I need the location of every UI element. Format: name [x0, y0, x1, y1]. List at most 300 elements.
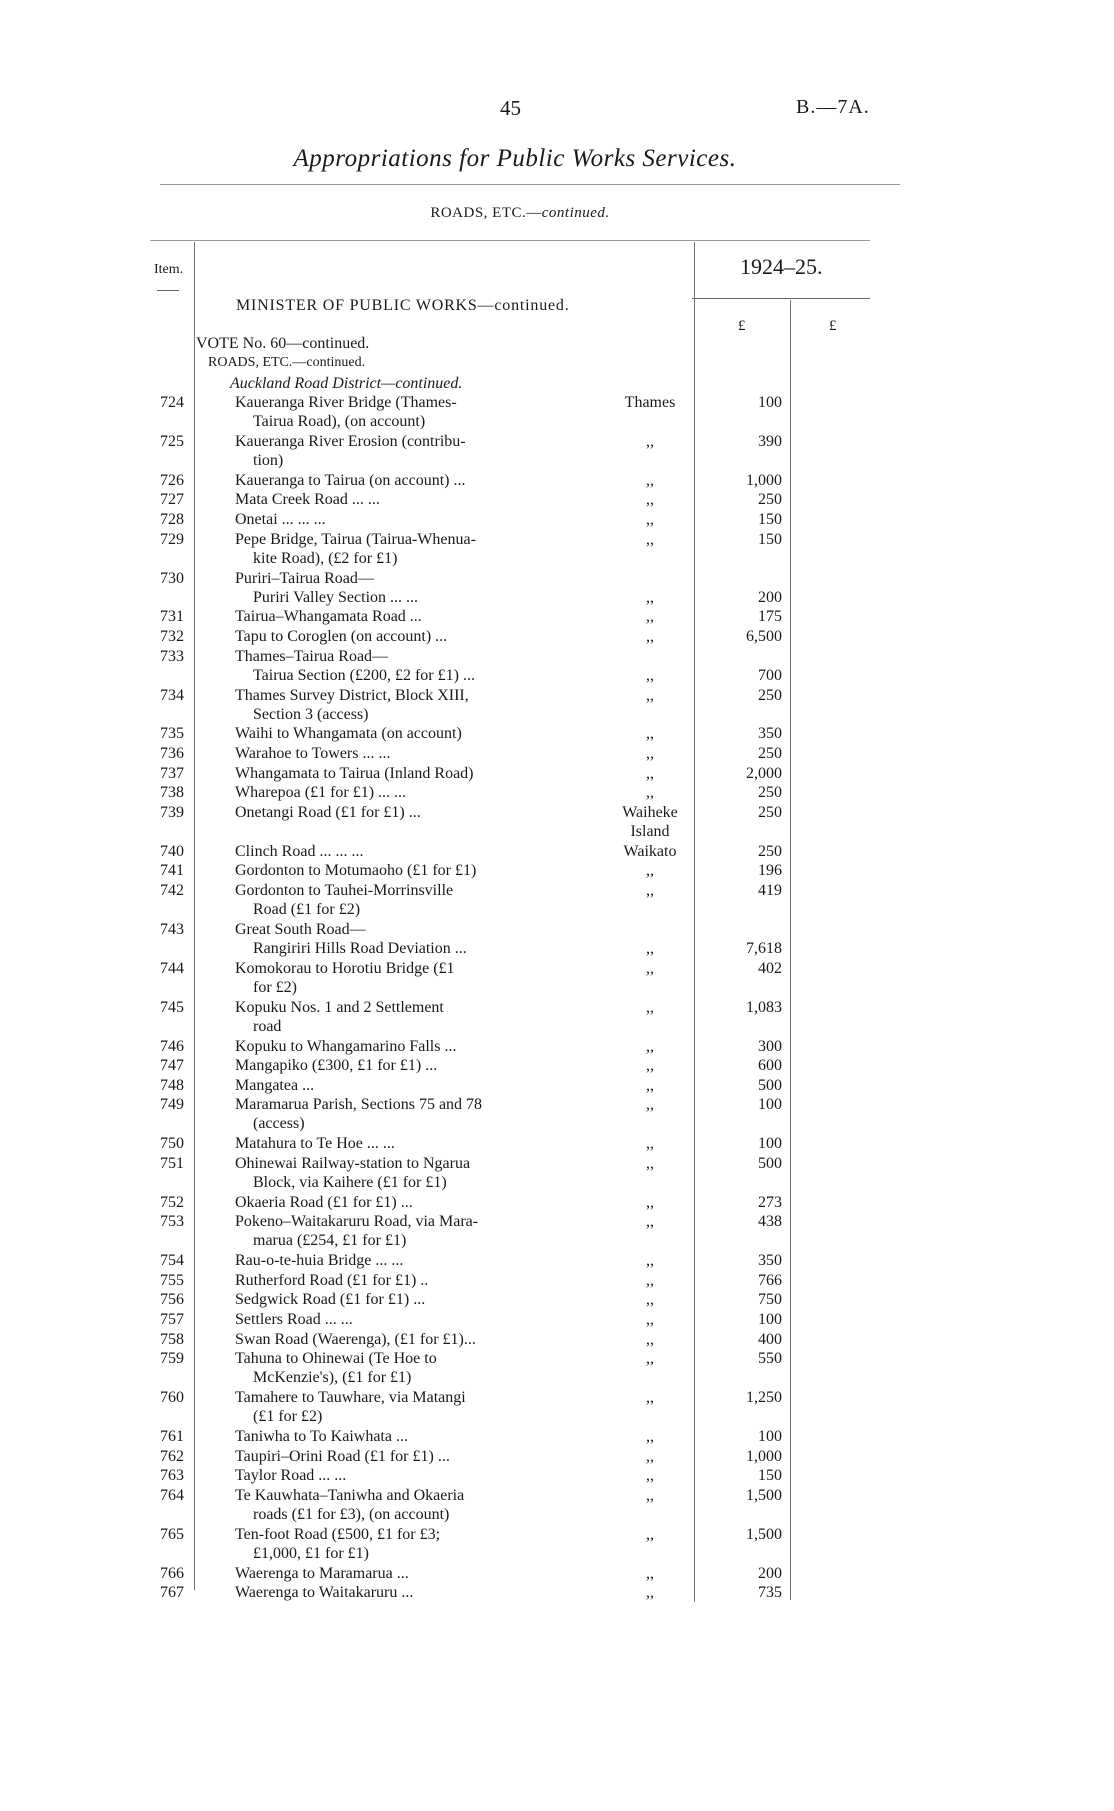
item-number: 747 [160, 1057, 184, 1075]
amount-value: 750 [758, 1291, 782, 1309]
amount-value: 250 [758, 842, 782, 860]
amount-value: 350 [758, 1252, 782, 1270]
description-line-1: Kaueranga River Bridge (Thames- [235, 394, 457, 411]
district-line-1: ,, [646, 784, 654, 802]
item-number: 764 [160, 1486, 184, 1504]
electoral-district [600, 939, 700, 958]
district-line-1: ,, [646, 1525, 654, 1543]
district-line-1: ,, [646, 1447, 654, 1465]
item-number: 754 [160, 1252, 184, 1270]
item-description [235, 627, 565, 646]
item-description [235, 1427, 565, 1446]
section-heading [0, 205, 1040, 222]
description-line-2: road [253, 1017, 282, 1035]
district-line-1: ,, [646, 745, 654, 762]
item-number: 753 [160, 1213, 184, 1231]
description-line-1: Matahura to Te Hoe ... ... [235, 1135, 395, 1153]
item-number: 745 [160, 998, 184, 1016]
item-column-header: Item. [154, 262, 184, 277]
item-number: 725 [160, 432, 184, 450]
amount-value: 250 [758, 745, 782, 762]
amount-value: 175 [758, 608, 782, 626]
electoral-district [600, 998, 700, 1017]
description-line-1: Ohinewai Railway-station to Ngarua [235, 1154, 471, 1172]
title-rule [160, 184, 900, 185]
item-number: 766 [160, 1564, 184, 1582]
item-number: 735 [160, 725, 184, 743]
amount-value: 7,618 [746, 940, 782, 958]
electoral-district [600, 1290, 700, 1309]
amount-value: 100 [758, 1311, 782, 1328]
district-line-1: Waiheke [622, 803, 678, 821]
district-line-1: ,, [646, 1154, 654, 1172]
section-continued: continued. [541, 205, 610, 221]
description-line-1: Clinch Road ... ... ... [235, 842, 364, 860]
item-number: 756 [160, 1291, 184, 1309]
description-line-1: Pepe Bridge, Tairua (Tairua-Whenua- [235, 530, 476, 548]
item-description [235, 1076, 565, 1095]
electoral-district [600, 861, 700, 880]
electoral-district [600, 1564, 700, 1583]
electoral-district [600, 764, 700, 783]
district-line-1: ,, [646, 1467, 654, 1485]
year-column-header: 1924–25. [740, 254, 823, 279]
item-description [235, 744, 565, 763]
district-line-1: ,, [646, 1291, 654, 1309]
district-line-1: ,, [646, 881, 654, 899]
description-line-2: Puriri Valley Section ... ... [253, 588, 419, 606]
amount-value: 402 [758, 959, 782, 977]
description-line-2: Tairua Section (£200, £2 for £1) ... [253, 666, 475, 684]
amount-value: 200 [758, 588, 782, 606]
description-line-1: Kopuku Nos. 1 and 2 Settlement [235, 998, 444, 1016]
page-number: 45 [500, 96, 521, 120]
item-description [235, 998, 565, 1036]
description-line-1: Maramarua Parish, Sections 75 and 78 [235, 1096, 483, 1114]
amount-value: 390 [758, 432, 782, 450]
amount-value: 150 [758, 1467, 782, 1485]
description-line-1: Onetangi Road (£1 for £1) ... [235, 803, 421, 821]
item-description [235, 607, 565, 626]
item-description [235, 1564, 565, 1583]
district-line-1: Waikato [623, 842, 677, 860]
item-description [235, 393, 565, 431]
electoral-district [600, 490, 700, 509]
description-line-2: Block, via Kaihere (£1 for £1) [253, 1173, 447, 1191]
item-number: 737 [160, 764, 184, 782]
district-line-1: ,, [646, 1193, 654, 1211]
amount-value: 2,000 [746, 764, 782, 782]
amount-value: 100 [758, 1135, 782, 1153]
amount-value: 250 [758, 784, 782, 802]
amount-value: 600 [758, 1057, 782, 1075]
description-line-1: Kopuku to Whangamarino Falls ... [235, 1037, 457, 1055]
description-line-2: for £2) [253, 978, 297, 996]
district-line-1: ,, [646, 940, 654, 958]
item-number: 740 [160, 842, 184, 860]
electoral-district [600, 1251, 700, 1270]
electoral-district [600, 471, 700, 490]
item-description [235, 1095, 565, 1133]
item-description [235, 1466, 565, 1485]
item-description [235, 1193, 565, 1212]
item-number: 748 [160, 1076, 184, 1094]
description-line-1: Rau-o-te-huia Bridge ... ... [235, 1252, 404, 1270]
amount-value: 6,500 [746, 628, 782, 645]
description-line-1: Onetai ... ... ... [235, 511, 326, 528]
description-line-2: Rangiriri Hills Road Deviation ... [253, 939, 467, 957]
description-line-1: Tahuna to Ohinewai (Te Hoe to [235, 1350, 437, 1368]
item-number: 749 [160, 1096, 184, 1114]
item-description [235, 1583, 565, 1602]
district-line-1: ,, [646, 725, 654, 743]
amount-value: 250 [758, 686, 782, 704]
description-line-1: Komokorau to Horotiu Bridge (£1 [235, 959, 455, 977]
item-description [235, 569, 565, 607]
amount-value: 766 [758, 1271, 782, 1289]
amount-value: 1,083 [746, 998, 782, 1016]
electoral-district [600, 607, 700, 626]
district-line-1: ,, [646, 491, 654, 509]
amount-value: 150 [758, 511, 782, 528]
district-line-1: ,, [646, 1389, 654, 1407]
item-number: 731 [160, 608, 184, 626]
item-number: 763 [160, 1467, 184, 1485]
item-description [235, 432, 565, 470]
description-line-1: Thames Survey District, Block XIII, [235, 686, 469, 704]
document-reference: B.—7A. [796, 96, 870, 118]
district-line-1: ,, [646, 1330, 654, 1348]
district-line-1: ,, [646, 608, 654, 626]
district-line-1: ,, [646, 1311, 654, 1328]
amount-value: 196 [758, 862, 782, 880]
item-description [235, 1447, 565, 1466]
amount-value: 100 [758, 1096, 782, 1114]
item-description [235, 1525, 565, 1563]
description-line-1: Okaeria Road (£1 for £1) ... [235, 1193, 413, 1211]
page-title: Appropriations for Public Works Services. [293, 145, 737, 172]
item-description [235, 1271, 565, 1290]
electoral-district [600, 1525, 700, 1544]
item-number: 727 [160, 491, 184, 509]
electoral-district [600, 1037, 700, 1056]
electoral-district [600, 1271, 700, 1290]
description-line-2: (£1 for £2) [253, 1408, 323, 1426]
table-top-rule [150, 240, 870, 241]
item-description [235, 1154, 565, 1192]
item-number: 750 [160, 1135, 184, 1153]
description-line-1: Taylor Road ... ... [235, 1467, 347, 1485]
district-line-1: ,, [646, 511, 654, 528]
district-line-1: ,, [646, 1135, 654, 1153]
item-description [235, 764, 565, 783]
description-line-2: (access) [253, 1115, 305, 1133]
item-number: 755 [160, 1271, 184, 1289]
amount-value: 438 [758, 1213, 782, 1231]
electoral-district [600, 783, 700, 802]
item-description [235, 530, 565, 568]
district-heading: Auckland Road District—continued. [230, 375, 463, 392]
item-description [235, 1349, 565, 1387]
district-line-1: ,, [646, 686, 654, 704]
description-line-1: Wharepoa (£1 for £1) ... ... [235, 784, 407, 802]
description-line-1: Thames–Tairua Road— [235, 647, 389, 665]
district-line-1: ,, [646, 1076, 654, 1094]
item-number: 732 [160, 628, 184, 645]
amount-value: 350 [758, 725, 782, 743]
year-header-rule [692, 298, 870, 299]
amount-value: 300 [758, 1037, 782, 1055]
amount-value: 200 [758, 1564, 782, 1582]
item-description [235, 783, 565, 802]
description-line-1: Kaueranga to Tairua (on account) ... [235, 471, 466, 489]
item-description [235, 724, 565, 743]
description-line-1: Mangapiko (£300, £1 for £1) ... [235, 1057, 438, 1075]
minister-heading: MINISTER OF PUBLIC WORKS—continued. [236, 297, 570, 314]
item-description [235, 1251, 565, 1270]
currency-symbol-2: £ [829, 318, 837, 334]
description-line-1: Gordonton to Tauhei-Morrinsville [235, 881, 454, 899]
electoral-district [600, 1583, 700, 1602]
electoral-district [600, 842, 700, 861]
electoral-district [600, 627, 700, 646]
district-line-1: ,, [646, 1271, 654, 1289]
amount-value: 1,000 [746, 471, 782, 489]
electoral-district [600, 1095, 700, 1114]
item-description [235, 647, 565, 685]
item-number: 752 [160, 1193, 184, 1211]
electoral-district [600, 1154, 700, 1173]
amount-value: 250 [758, 491, 782, 509]
description-line-1: Ten-foot Road (£500, £1 for £3; [235, 1525, 441, 1543]
amount-value: 500 [758, 1076, 782, 1094]
description-line-1: Mangatea ... [235, 1076, 315, 1094]
description-line-1: Whangamata to Tairua (Inland Road) [235, 764, 474, 782]
item-number: 729 [160, 530, 184, 548]
electoral-district [600, 432, 700, 451]
item-number: 728 [160, 511, 184, 528]
description-line-1: Mata Creek Road ... ... [235, 491, 380, 509]
description-line-1: Rutherford Road (£1 for £1) .. [235, 1271, 429, 1289]
item-number: 741 [160, 862, 184, 880]
vote-heading: VOTE No. 60—continued. [196, 335, 370, 352]
amount-value: 735 [758, 1584, 782, 1602]
district-line-1: ,, [646, 471, 654, 489]
item-number: 724 [160, 394, 184, 411]
description-line-1: Settlers Road ... ... [235, 1311, 353, 1328]
description-line-1: Tapu to Coroglen (on account) ... [235, 628, 448, 645]
item-number: 736 [160, 745, 184, 762]
roads-subheading: ROADS, ETC.—continued. [208, 355, 366, 370]
district-line-1: ,, [646, 1564, 654, 1582]
district-line-1: ,, [646, 1213, 654, 1231]
item-number: 744 [160, 959, 184, 977]
amount-value: 1,250 [746, 1389, 782, 1407]
electoral-district [600, 1447, 700, 1466]
district-line-1: ,, [646, 764, 654, 782]
description-line-1: Waihi to Whangamata (on account) [235, 725, 462, 743]
description-line-2: Section 3 (access) [253, 705, 369, 723]
description-line-2: Tairua Road), (on account) [253, 413, 426, 430]
electoral-district [600, 510, 700, 529]
district-line-1: ,, [646, 1350, 654, 1368]
district-line-1: ,, [646, 432, 654, 450]
description-line-1: Sedgwick Road (£1 for £1) ... [235, 1291, 426, 1309]
item-number: 760 [160, 1389, 184, 1407]
district-line-1: ,, [646, 628, 654, 645]
description-line-1: Waerenga to Maramarua ... [235, 1564, 409, 1582]
item-number: 759 [160, 1350, 184, 1368]
electoral-district [600, 666, 700, 685]
item-number: 751 [160, 1154, 184, 1172]
description-line-1: Tamahere to Tauwhare, via Matangi [235, 1389, 466, 1407]
amount-value: 273 [758, 1193, 782, 1211]
item-number: 743 [160, 920, 184, 938]
description-line-1: Taupiri–Orini Road (£1 for £1) ... [235, 1447, 450, 1465]
district-line-1: ,, [646, 1428, 654, 1445]
electoral-district [600, 803, 700, 841]
amount-value: 400 [758, 1330, 782, 1348]
amount-value: 1,500 [746, 1486, 782, 1504]
district-line-1: ,, [646, 666, 654, 684]
item-number: 734 [160, 686, 184, 704]
item-number: 742 [160, 881, 184, 899]
item-number: 762 [160, 1447, 184, 1465]
item-number: 726 [160, 471, 184, 489]
description-line-2: roads (£1 for £3), (on account) [253, 1505, 450, 1523]
electoral-district [600, 1466, 700, 1485]
description-line-1: Swan Road (Waerenga), (£1 for £1)... [235, 1330, 476, 1348]
electoral-district [600, 744, 700, 763]
amount-value: 700 [758, 666, 782, 684]
district-line-1: ,, [646, 530, 654, 548]
item-column-divider [194, 242, 195, 1590]
description-line-2: marua (£254, £1 for £1) [253, 1232, 407, 1250]
electoral-district [600, 1486, 700, 1505]
electoral-district [600, 959, 700, 978]
item-number: 738 [160, 784, 184, 802]
district-line-1: ,, [646, 862, 654, 880]
description-line-2: tion) [253, 451, 284, 469]
electoral-district [600, 1349, 700, 1368]
electoral-district [600, 724, 700, 743]
electoral-district [600, 393, 700, 412]
amount-value: 100 [758, 1428, 782, 1445]
description-line-1: Great South Road— [235, 920, 366, 938]
item-description [235, 1388, 565, 1426]
district-line-1: ,, [646, 1037, 654, 1055]
item-description [235, 1037, 565, 1056]
district-line-1: Thames [624, 394, 676, 411]
amount-value: 1,500 [746, 1525, 782, 1543]
electoral-district [600, 1056, 700, 1075]
item-number: 765 [160, 1525, 184, 1543]
description-line-1: Tairua–Whangamata Road ... [235, 608, 422, 626]
item-description [235, 861, 565, 880]
item-description [235, 686, 565, 724]
description-line-2: kite Road), (£2 for £1) [253, 549, 398, 567]
district-line-2: Island [630, 822, 670, 840]
district-line-1: ,, [646, 588, 654, 606]
description-line-2: Road (£1 for £2) [253, 900, 361, 918]
item-description [235, 1134, 565, 1153]
description-line-1: Waerenga to Waitakaruru ... [235, 1584, 414, 1602]
description-line-1: Kaueranga River Erosion (contribu- [235, 432, 466, 450]
item-description [235, 881, 565, 919]
electoral-district [600, 1388, 700, 1407]
electoral-district [600, 530, 700, 549]
item-header-rule [157, 290, 179, 291]
electoral-district [600, 1427, 700, 1446]
electoral-district [600, 1310, 700, 1329]
currency-symbol-1: £ [738, 318, 746, 334]
item-description [235, 510, 565, 529]
section-main: ROADS, ETC.— [430, 205, 542, 221]
item-number: 746 [160, 1037, 184, 1055]
electoral-district [600, 1134, 700, 1153]
item-description [235, 803, 565, 822]
item-number: 767 [160, 1584, 184, 1602]
electoral-district [600, 588, 700, 607]
description-line-1: Pokeno–Waitakaruru Road, via Mara- [235, 1213, 479, 1231]
item-description [235, 1212, 565, 1250]
item-number: 757 [160, 1311, 184, 1328]
item-description [235, 1310, 565, 1329]
item-description [235, 842, 565, 861]
item-description [235, 471, 565, 490]
item-description [235, 490, 565, 509]
description-line-1: Taniwha to To Kaiwhata ... [235, 1428, 408, 1445]
item-description [235, 920, 565, 958]
item-description [235, 959, 565, 997]
electoral-district [600, 1076, 700, 1095]
amount-value: 550 [758, 1350, 782, 1368]
description-line-1: Gordonton to Motumaoho (£1 for £1) [235, 862, 477, 880]
amount-value: 500 [758, 1154, 782, 1172]
item-number: 739 [160, 803, 184, 821]
electoral-district [600, 881, 700, 900]
amount-value: 419 [758, 881, 782, 899]
district-line-1: ,, [646, 1252, 654, 1270]
item-number: 758 [160, 1330, 184, 1348]
amount-value: 100 [758, 394, 782, 411]
description-line-1: Puriri–Tairua Road— [235, 569, 374, 587]
subtotal-column-divider [790, 300, 791, 1600]
description-line-1: Warahoe to Towers ... ... [235, 745, 391, 762]
district-line-1: ,, [646, 1486, 654, 1504]
item-number: 730 [160, 569, 184, 587]
district-line-1: ,, [646, 1096, 654, 1114]
item-description [235, 1330, 565, 1349]
description-line-1: Te Kauwhata–Taniwha and Okaeria [235, 1486, 465, 1504]
electoral-district [600, 1212, 700, 1231]
electoral-district [600, 1193, 700, 1212]
district-line-1: ,, [646, 998, 654, 1016]
description-line-2: £1,000, £1 for £1) [253, 1544, 369, 1562]
description-line-2: McKenzie's), (£1 for £1) [253, 1369, 412, 1387]
item-number: 761 [160, 1428, 184, 1445]
item-number: 733 [160, 647, 184, 665]
item-description [235, 1056, 565, 1075]
electoral-district [600, 1330, 700, 1349]
amount-value: 150 [758, 530, 782, 548]
district-line-1: ,, [646, 1584, 654, 1602]
amount-value: 1,000 [746, 1447, 782, 1465]
district-line-1: ,, [646, 1057, 654, 1075]
item-description [235, 1290, 565, 1309]
electoral-district [600, 686, 700, 705]
item-description [235, 1486, 565, 1524]
